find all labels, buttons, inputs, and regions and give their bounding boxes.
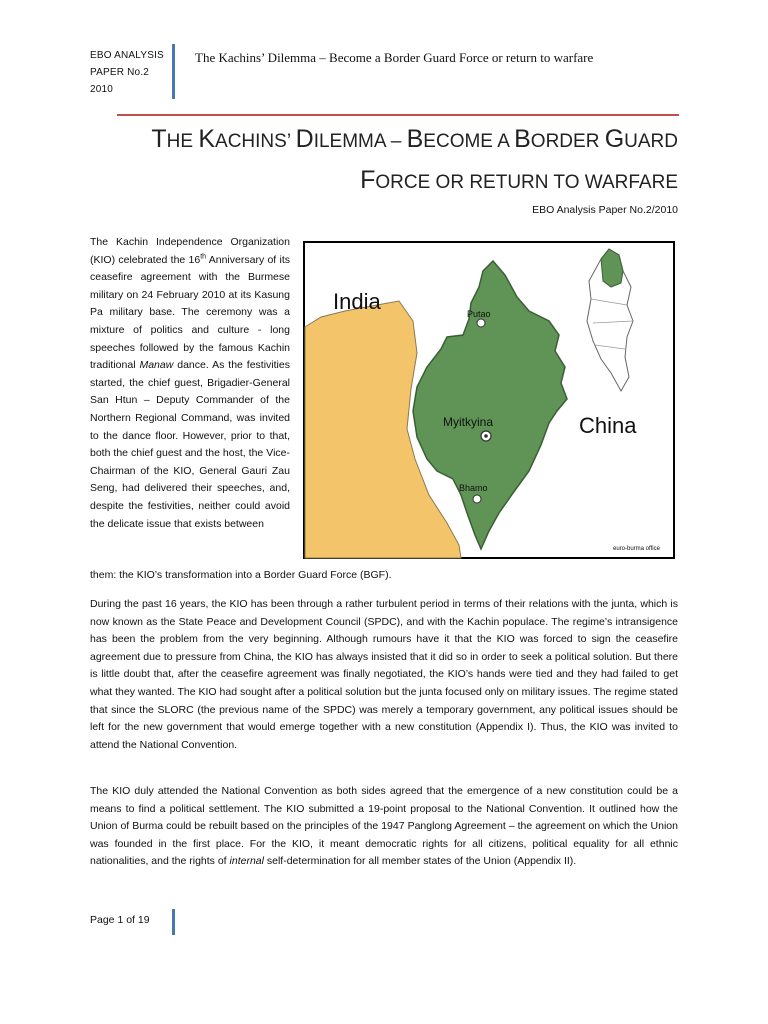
bhamo-marker <box>473 495 481 503</box>
title-text: THE KACHINS’ DILEMMA – BECOME A BORDER GUARD <box>151 125 678 153</box>
intro-paragraph-end: them: the KIO’s transformation into a Border Guard Force (BGF). <box>90 569 392 581</box>
kachin-state-map <box>303 241 675 559</box>
series-line: PAPER No.2 <box>90 67 150 78</box>
header-divider <box>172 44 175 99</box>
document-title <box>78 120 678 202</box>
label-india: India <box>333 289 381 314</box>
body-paragraph-3: The KIO duly attended the National Convention as both sides agreed that the emergence of a new constitution could be a means to find a political settlement. The KIO submitted a 19-point proposal to the National Convention. It outlined how the Union of Burma could be rebuilt based on the principles of the 1947 Panglong Agreement – the agreement on which the Union was founded in the first place. For the KIO, it meant democratic rights for all citizens, political equality for all ethnic nationalities, and the rights of internal self-determination for all member states of the Union (Appendix II). <box>90 785 678 868</box>
footer-divider <box>172 909 175 935</box>
page-number: Page 1 of 19 <box>90 914 150 926</box>
paper-series-label <box>90 47 168 98</box>
title-line-1 <box>78 120 678 161</box>
label-myitkyina: Myitkyina <box>443 415 494 429</box>
title-text: FORCE OR RETURN TO WARFARE <box>360 166 678 194</box>
title-rule <box>117 114 679 116</box>
intro-paragraph: The Kachin Independence Organization (KIO) celebrated the 16th Anniversary of its ceasefire agreement with the Burmese military on 24 February 2010 at its Kasung Pa military base. The ceremony was a mixture of politics and culture - long speeches followed by the famous Kachin traditional Manaw dance. As the festivities started, the chief guest, Brigadier-General San Htun – Deputy Commander of the Northern Regional Command, was invited to the dance floor. However, prior to that, both the chief guest and the host, the Vice-Chairman of the KIO, General Gauri Zau Seng, had delivered their speeches, and, despite the festivities, neither could avoid the delicate issue that exists between <box>90 236 290 530</box>
label-bhamo: Bhamo <box>459 483 488 493</box>
series-line: 2010 <box>90 84 114 95</box>
title-line-2 <box>78 161 678 202</box>
label-putao: Putao <box>467 309 491 319</box>
label-china: China <box>579 413 637 438</box>
running-title: The Kachins’ Dilemma – Become a Border Guard Force or return to warfare <box>195 50 594 65</box>
body-paragraph-2: During the past 16 years, the KIO has been through a rather turbulent period in terms of their relations with the junta, which is now known as the State Peace and Development Council (SPDC), and with the Kachin populace. The regime’s intransigence has been the problem from the very beginning. Although rumours have it that the KIO was forced to sign the ceasefire agreement due to pressure from China, the KIO has always insisted that it did so in order to seek a political solution. But there is little doubt that, after the ceasefire agreement was finally negotiated, the KIO’s hands were tied and they had failed to get what they wanted. The KIO had sought after a political solution but the junta focused only on military issues. The regime stated that since the SLORC (the previous name of the SPDC) was merely a temporary government, any political issues should be left for the new government that would emerge together with a new constitution (Appendix I). Thus, the KIO was invited to attend the National Convention. <box>90 598 678 751</box>
paper-reference: EBO Analysis Paper No.2/2010 <box>532 204 678 216</box>
series-line: EBO ANALYSIS <box>90 50 164 61</box>
putao-marker <box>477 319 485 327</box>
map-credit: euro-burma office <box>613 546 660 552</box>
